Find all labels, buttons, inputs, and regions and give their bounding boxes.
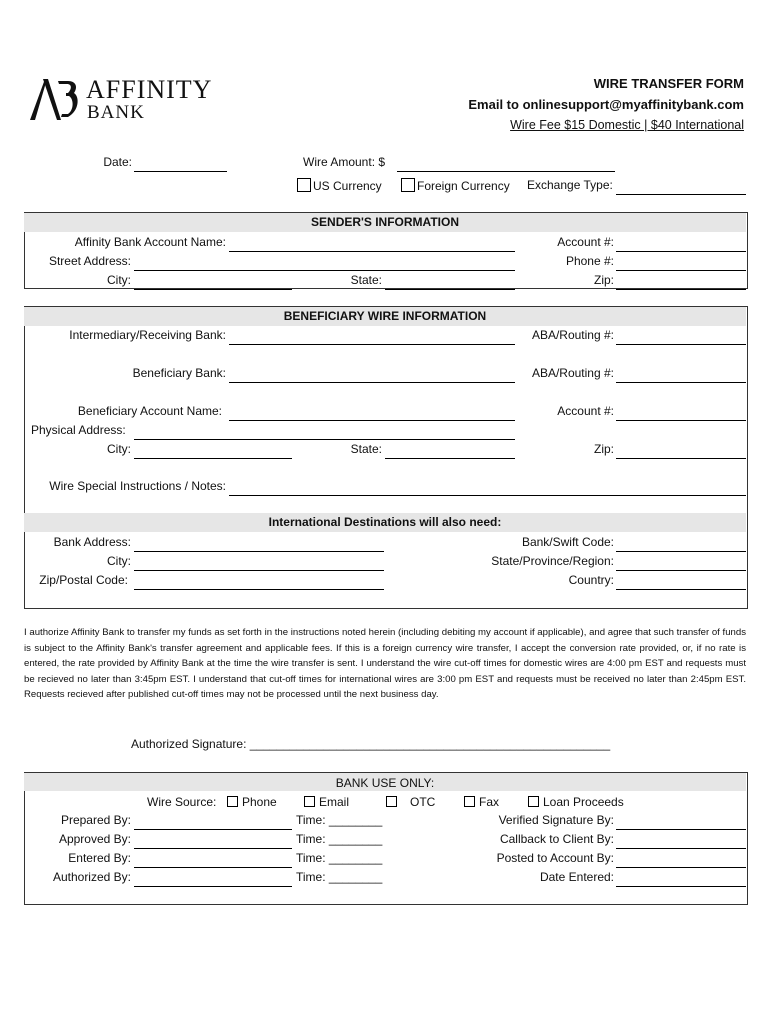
approved-time[interactable]: Time: ________ (296, 832, 383, 846)
authorized-signature-line[interactable]: Authorized Signature: ______________________________________________________ (131, 737, 611, 751)
bank-name-line2: BANK (87, 102, 145, 123)
intl-state-label: State/Province/Region: (491, 554, 614, 568)
us-currency-checkbox[interactable] (297, 178, 311, 192)
verified-signature-field[interactable] (616, 815, 746, 830)
bank-logo-icon (28, 77, 80, 121)
beneficiary-zip-label: Zip: (593, 442, 614, 456)
entered-by-field[interactable] (134, 853, 292, 868)
sender-street-label: Street Address: (48, 254, 131, 268)
callback-label: Callback to Client By: (499, 832, 614, 846)
beneficiary-city-field[interactable] (134, 444, 292, 459)
verified-signature-label: Verified Signature By: (498, 813, 614, 827)
date-entered-field[interactable] (616, 872, 746, 887)
posted-label: Posted to Account By: (496, 851, 614, 865)
intl-country-field[interactable] (616, 575, 746, 590)
sender-account-no-field[interactable] (616, 237, 746, 252)
beneficiary-state-field[interactable] (385, 444, 515, 459)
prepared-by-field[interactable] (134, 815, 292, 830)
intl-city-field[interactable] (134, 556, 384, 571)
intl-bank-address-label: Bank Address: (53, 535, 131, 549)
foreign-currency-checkbox[interactable] (401, 178, 415, 192)
sender-account-no-label: Account #: (557, 235, 614, 249)
sender-account-name-label: Affinity Bank Account Name: (74, 235, 226, 249)
authorized-by-label: Authorized By: (52, 870, 131, 884)
beneficiary-bank-label: Beneficiary Bank: (132, 366, 226, 380)
date-field[interactable] (134, 157, 227, 172)
authorization-text: I authorize Affinity Bank to transfer my funds as set forth in the instructions noted herein (including debiting my account if applicable), and agree that such transfer of funds is subject to the Affinity Bank's transfer agreement and applicable fees. If this is a foreign currency wire transfer, I accept the conversion rate provided, or, if no rate is entered, the rate provided by Affinity Bank at the time the wire transfer is sent. I understand the wire cut-off times for domestic wires are 4:00 pm EST and requests must be recieved no later than 3:45pm EST. I understand that cut-off times for international wires are 3:00 pm EST and requests must be received no later than 2:45pm EST. Requests recieved after published cut-off times may not be processed until the next business day. (24, 627, 746, 700)
prepared-by-label: Prepared By: (60, 813, 131, 827)
source-email-label: Email (319, 795, 350, 809)
source-fax-checkbox[interactable] (464, 796, 475, 807)
sender-zip-label: Zip: (593, 273, 614, 287)
physical-address-field[interactable] (134, 425, 515, 440)
intl-zip-field[interactable] (134, 575, 384, 590)
sender-heading: SENDER'S INFORMATION (311, 215, 459, 229)
source-fax-option[interactable] (464, 795, 499, 809)
source-email-checkbox[interactable] (304, 796, 315, 807)
sender-phone-field[interactable] (616, 256, 746, 271)
special-instructions-field[interactable] (229, 481, 746, 496)
aba-routing-2-field[interactable] (616, 368, 746, 383)
source-otc-option[interactable] (386, 795, 435, 809)
source-email-option[interactable] (304, 795, 349, 809)
beneficiary-zip-field[interactable] (616, 444, 746, 459)
us-currency-label: US Currency (313, 179, 382, 193)
callback-field[interactable] (616, 834, 746, 849)
wire-amount-field[interactable] (397, 157, 615, 172)
authorized-by-field[interactable] (134, 872, 292, 887)
bank-name-line1: AFFINITY (86, 75, 213, 104)
source-phone-label: Phone (242, 795, 277, 809)
source-phone-checkbox[interactable] (227, 796, 238, 807)
beneficiary-account-no-field[interactable] (616, 406, 746, 421)
source-loan-checkbox[interactable] (528, 796, 539, 807)
exchange-type-field[interactable] (616, 180, 746, 195)
wire-amount-label: Wire Amount: $ (303, 155, 386, 169)
intl-country-label: Country: (568, 573, 614, 587)
approved-by-field[interactable] (134, 834, 292, 849)
source-phone-option[interactable] (227, 795, 277, 809)
intl-swift-field[interactable] (616, 537, 746, 552)
source-fax-label: Fax (479, 795, 500, 809)
entered-time[interactable]: Time: ________ (296, 851, 383, 865)
intl-state-field[interactable] (616, 556, 746, 571)
source-loan-option[interactable] (528, 795, 624, 809)
sender-city-label: City: (107, 273, 131, 287)
intermediary-bank-label: Intermediary/Receiving Bank: (69, 328, 226, 342)
sender-state-label: State: (350, 273, 382, 287)
foreign-currency-option[interactable] (401, 178, 510, 193)
beneficiary-account-name-label: Beneficiary Account Name: (77, 404, 222, 418)
sender-city-field[interactable] (134, 275, 292, 290)
international-heading: International Destinations will also need: (268, 515, 502, 529)
aba-routing-1-label: ABA/Routing #: (531, 328, 614, 342)
entered-by-label: Entered By: (68, 851, 131, 865)
prepared-time[interactable]: Time: ________ (296, 813, 383, 827)
intermediary-bank-field[interactable] (229, 330, 515, 345)
beneficiary-city-label: City: (107, 442, 131, 456)
intl-zip-label: Zip/Postal Code: (39, 573, 128, 587)
beneficiary-account-name-field[interactable] (229, 406, 515, 421)
intl-city-label: City: (107, 554, 131, 568)
sender-account-name-field[interactable] (229, 237, 515, 252)
source-otc-checkbox[interactable] (386, 796, 397, 807)
beneficiary-state-label: State: (350, 442, 382, 456)
us-currency-option[interactable] (297, 178, 382, 193)
wire-fee-line: Wire Fee $15 Domestic | $40 International (510, 118, 744, 132)
beneficiary-account-no-label: Account #: (557, 404, 614, 418)
physical-address-label: Physical Address: (31, 423, 126, 437)
source-otc-label: OTC (410, 795, 436, 809)
date-entered-label: Date Entered: (539, 870, 614, 884)
posted-field[interactable] (616, 853, 746, 868)
aba-routing-1-field[interactable] (616, 330, 746, 345)
intl-swift-label: Bank/Swift Code: (521, 535, 614, 549)
date-label: Date: (103, 155, 132, 169)
email-line[interactable]: Email to onlinesupport@myaffinitybank.com (468, 97, 744, 112)
sender-street-field[interactable] (134, 256, 515, 271)
sender-phone-label: Phone #: (565, 254, 614, 268)
wire-source-label: Wire Source: (147, 795, 217, 809)
exchange-type-label: Exchange Type: (527, 178, 613, 192)
beneficiary-heading: BENEFICIARY WIRE INFORMATION (283, 309, 487, 323)
intl-bank-address-field[interactable] (134, 537, 384, 552)
form-title: WIRE TRANSFER FORM (593, 76, 744, 91)
sender-zip-field[interactable] (616, 275, 746, 290)
special-instructions-label: Wire Special Instructions / Notes: (49, 479, 226, 493)
source-loan-label: Loan Proceeds (543, 795, 624, 809)
sender-state-field[interactable] (385, 275, 515, 290)
beneficiary-bank-field[interactable] (229, 368, 515, 383)
aba-routing-2-label: ABA/Routing #: (531, 366, 614, 380)
bank-use-heading: BANK USE ONLY: (335, 776, 435, 790)
foreign-currency-label: Foreign Currency (417, 179, 510, 193)
approved-by-label: Approved By: (58, 832, 131, 846)
authorized-time[interactable]: Time: ________ (296, 870, 383, 884)
